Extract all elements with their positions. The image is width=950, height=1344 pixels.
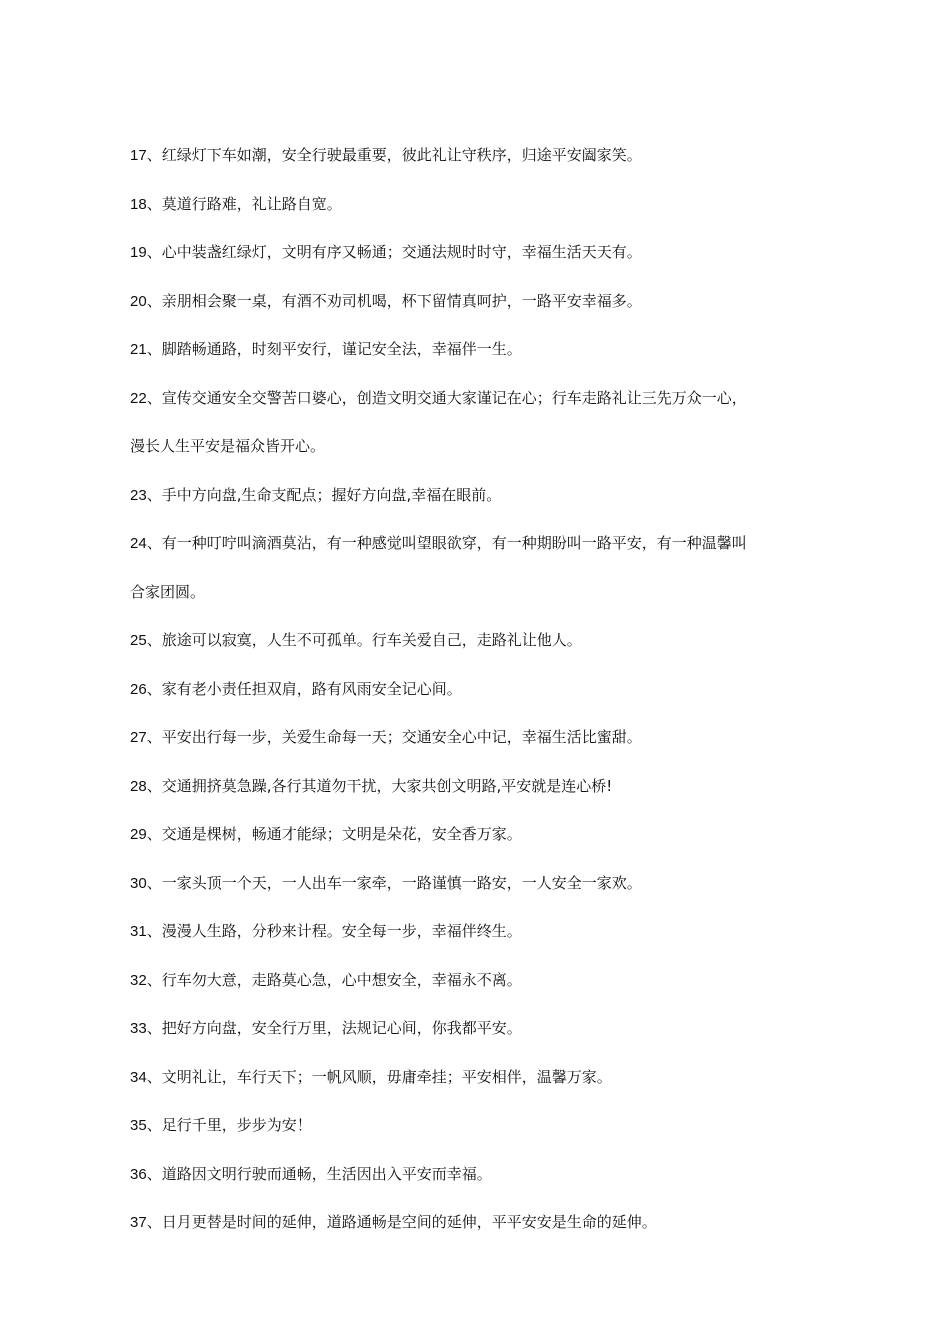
item-text: 、心中装盏红绿灯，文明有序又畅通；交通法规时时守，幸福生活天天有。 [146, 243, 642, 261]
item-text: 、日月更替是时间的延伸，道路通畅是空间的延伸，平平安安是生命的延伸。 [146, 1213, 657, 1231]
item-text: 、红绿灯下车如潮，安全行驶最重要，彼此礼让守秩序，归途平安阖家笑。 [146, 146, 642, 164]
item-text: 、足行千里，步步为安！ [146, 1116, 312, 1134]
list-item [130, 821, 835, 870]
list-item [130, 1161, 835, 1210]
list-item [130, 1112, 835, 1161]
item-number: 37 [130, 1214, 147, 1231]
item-text: 、漫漫人生路，分秒来计程。安全每一步，幸福伴终生。 [146, 922, 522, 940]
item-number: 30 [130, 874, 147, 892]
list-item [130, 1064, 835, 1113]
item-number: 23 [130, 486, 147, 504]
item-number: 27 [130, 729, 147, 746]
list-item [130, 191, 835, 240]
item-text: 、手中方向盘,生命支配点；握好方向盘,幸福在眼前。 [146, 485, 502, 504]
list-item [130, 482, 835, 531]
list-item [130, 1209, 835, 1258]
item-text: 漫长人生平安是福众皆开心。 [130, 437, 326, 455]
item-number: 26 [130, 680, 147, 698]
item-text: 、宣传交通安全交警苦口婆心，创造文明交通大家谨记在心；行车走路礼让三先万众一心， [146, 388, 747, 407]
item-number: 25 [130, 632, 147, 649]
list-item-continuation [130, 433, 835, 482]
item-number: 21 [130, 341, 147, 358]
item-number: 20 [130, 292, 147, 310]
list-item [130, 870, 835, 919]
item-text: 、平安出行每一步，关爱生命每一天；交通安全心中记，幸福生活比蜜甜。 [146, 728, 642, 746]
item-number: 24 [130, 535, 147, 552]
list-item [130, 385, 835, 434]
list-item [130, 773, 835, 822]
item-text: 合家团圆。 [130, 582, 206, 601]
list-item [130, 967, 835, 1016]
item-number: 34 [130, 1068, 147, 1086]
item-text: 、亲朋相会聚一桌，有酒不劝司机喝，杯下留情真呵护，一路平安幸福多。 [146, 291, 642, 310]
item-text: 、脚踏畅通路，时刻平安行，谨记安全法，幸福伴一生。 [146, 340, 522, 358]
item-number: 31 [130, 923, 147, 940]
item-number: 32 [130, 971, 147, 989]
list-item [130, 918, 835, 967]
item-text: 、交通拥挤莫急躁,各行其道勿干扰，大家共创文明路,平安就是连心桥! [146, 776, 613, 795]
item-number: 33 [130, 1020, 147, 1037]
list-item [130, 239, 835, 288]
item-text: 、行车勿大意，走路莫心急，心中想安全，幸福永不离。 [146, 970, 522, 989]
item-text: 、有一种叮咛叫滴酒莫沾，有一种感觉叫望眼欲穿，有一种期盼叫一路平安，有一种温馨叫 [146, 534, 747, 552]
item-text: 、道路因文明行驶而通畅，生活因出入平安而幸福。 [146, 1164, 492, 1183]
list-item [130, 142, 835, 191]
slogan-list [130, 142, 835, 1258]
item-number: 36 [130, 1165, 147, 1183]
item-text: 、旅途可以寂寞，人生不可孤单。行车关爱自己，走路礼让他人。 [146, 631, 582, 649]
item-text: 、一家头顶一个天，一人出车一家牵，一路谨慎一路安，一人安全一家欢。 [146, 873, 642, 892]
item-text: 、交通是棵树，畅通才能绿；文明是朵花，安全香万家。 [146, 825, 522, 843]
list-item [130, 336, 835, 385]
item-text: 、家有老小责任担双肩，路有风雨安全记心间。 [146, 679, 462, 698]
item-number: 17 [130, 147, 147, 164]
item-number: 18 [130, 195, 147, 213]
item-text: 、把好方向盘，安全行万里，法规记心间，你我都平安。 [146, 1019, 522, 1037]
list-item [130, 530, 835, 579]
list-item-continuation [130, 579, 835, 628]
item-number: 29 [130, 826, 147, 843]
list-item [130, 627, 835, 676]
item-number: 35 [130, 1117, 147, 1134]
list-item [130, 724, 835, 773]
item-text: 、莫道行路难，礼让路自宽。 [146, 194, 342, 213]
item-number: 28 [130, 777, 147, 795]
item-number: 19 [130, 244, 147, 261]
item-text: 、文明礼让，车行天下；一帆风顺，毋庸牵挂；平安相伴，温馨万家。 [146, 1067, 612, 1086]
list-item [130, 288, 835, 337]
list-item [130, 1015, 835, 1064]
list-item [130, 676, 835, 725]
item-number: 22 [130, 389, 147, 407]
